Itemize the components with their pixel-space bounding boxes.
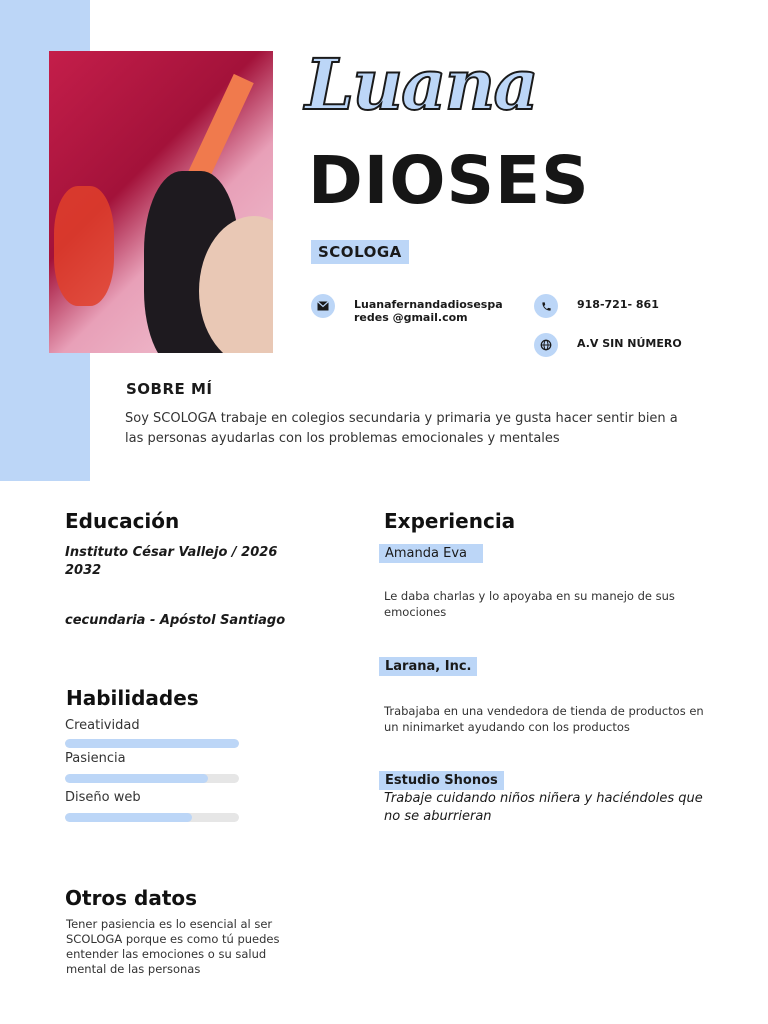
skill-bar-track xyxy=(65,739,239,748)
education-item: cecundaria - Apóstol Santiago xyxy=(65,613,286,628)
email-line-1: Luanafernandadiosespa xyxy=(354,298,503,311)
experience-description: Trabaje cuidando niños niñera y haciéndoles que no se aburrieran xyxy=(384,791,703,824)
experience-description: Le daba charlas y lo apoyaba en su manejo de sus emociones xyxy=(384,589,675,619)
phone-text[interactable]: 918-721- 861 xyxy=(577,298,659,311)
profile-photo xyxy=(49,51,273,353)
skill-bar-track xyxy=(65,813,239,822)
skill-bar-fill xyxy=(65,739,239,748)
first-name: Luana xyxy=(305,43,537,126)
experience-title: Experiencia xyxy=(384,509,516,533)
phone-icon xyxy=(534,294,558,318)
skill-label: Diseño web xyxy=(65,790,141,805)
education-title: Educación xyxy=(65,509,180,533)
skill-label: Creatividad xyxy=(65,718,140,733)
role-badge: SCOLOGA xyxy=(311,240,409,264)
skills-title: Habilidades xyxy=(66,686,199,710)
address-text: A.V SIN NÚMERO xyxy=(577,337,682,350)
skill-label: Pasiencia xyxy=(65,751,126,766)
skill-bar-fill xyxy=(65,774,208,783)
globe-icon xyxy=(534,333,558,357)
experience-place: Estudio Shonos xyxy=(379,771,504,790)
skill-bar-fill xyxy=(65,813,192,822)
envelope-icon xyxy=(311,294,335,318)
last-name: DIOSES xyxy=(308,142,590,219)
email-text[interactable] xyxy=(354,298,503,324)
other-text: Tener pasiencia es lo esencial al ser SCOLOGA porque es como tú puedes entender las emociones o su salud mental de las personas xyxy=(66,917,280,976)
experience-place: Larana, Inc. xyxy=(379,657,477,676)
photo-flower-detail xyxy=(54,186,114,306)
about-title: SOBRE MÍ xyxy=(126,380,213,398)
experience-place: Amanda Eva xyxy=(379,544,483,563)
other-title: Otros datos xyxy=(65,886,198,910)
about-text: Soy SCOLOGA trabaje en colegios secundaria y primaria ye gusta hacer sentir bien a las personas ayudarlas con los problemas emocionales y mentales xyxy=(125,411,678,447)
skill-bar-track xyxy=(65,774,239,783)
education-item: Instituto César Vallejo / 2026 2032 xyxy=(65,545,278,578)
experience-description: Trabajaba en una vendedora de tienda de productos en un ninimarket ayudando con los productos xyxy=(384,704,704,734)
email-line-2: redes @gmail.com xyxy=(354,311,468,325)
